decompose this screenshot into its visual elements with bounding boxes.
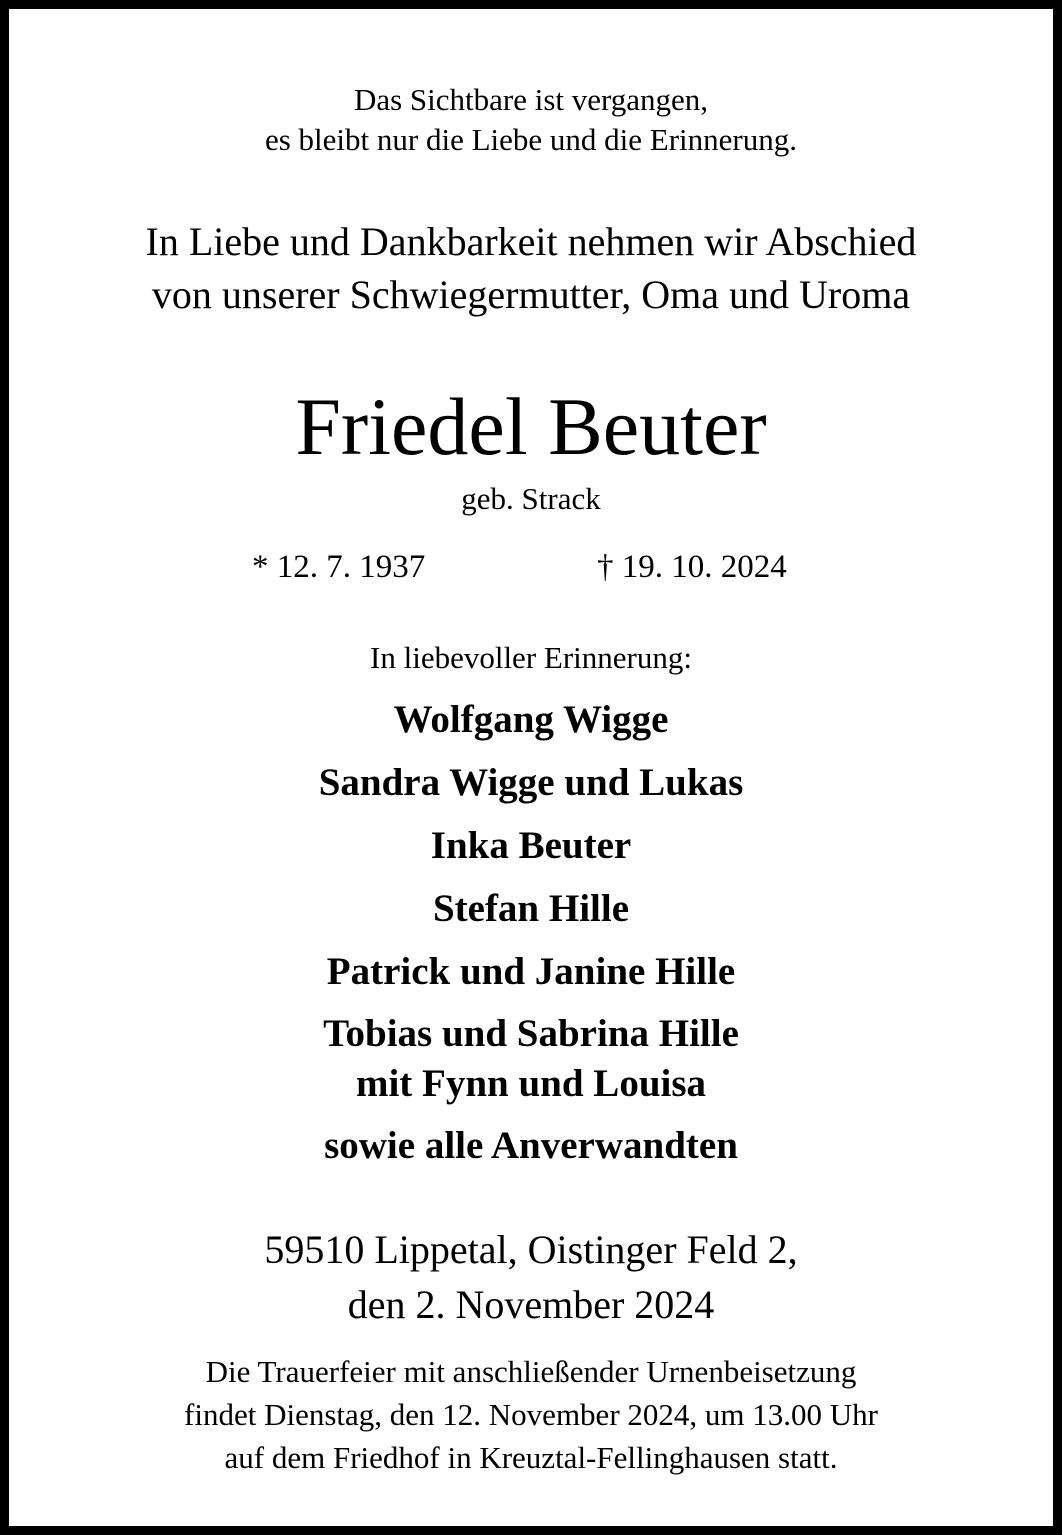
funeral-notice-line-2: findet Dienstag, den 12. November 2024, um 13.00 Uhr (184, 1397, 878, 1432)
address-line-2: den 2. November 2024 (347, 1282, 715, 1327)
mourner-line-1: Wolfgang Wigge (393, 698, 669, 741)
intro-line-1: In Liebe und Dankbarkeit nehmen wir Abschied (145, 219, 917, 264)
maiden-name: geb. Strack (461, 481, 601, 516)
mourner-line-5: Patrick und Janine Hille (326, 950, 736, 993)
mourner-line-3: Inka Beuter (430, 824, 632, 867)
funeral-notice-line-1: Die Trauerfeier mit anschließender Urnenbeisetzung (205, 1354, 857, 1389)
mourner-line-2: Sandra Wigge und Lukas (318, 761, 744, 804)
intro-line-2: von unserer Schwiegermutter, Oma und Uroma (151, 272, 911, 317)
address-line-1: 59510 Lippetal, Oistinger Feld 2, (264, 1227, 798, 1272)
death-date: † 19. 10. 2024 (597, 549, 787, 585)
memory-heading: In liebevoller Erinnerung: (370, 640, 692, 675)
mourner-line-7: mit Fynn und Louisa (355, 1062, 707, 1105)
motto-line-1: Das Sichtbare ist vergangen, (353, 82, 709, 117)
mourner-line-8: sowie alle Anverwandten (324, 1124, 738, 1167)
deceased-name: Friedel Beuter (295, 381, 767, 472)
birth-date: * 12. 7. 1937 (252, 549, 426, 585)
mourner-line-6: Tobias und Sabrina Hille (323, 1012, 739, 1055)
mourner-line-4: Stefan Hille (432, 887, 630, 930)
funeral-notice-line-3: auf dem Friedhof in Kreuztal-Fellinghausen statt. (224, 1440, 838, 1475)
motto-line-2: es bleibt nur die Liebe und die Erinnerung. (264, 122, 797, 157)
